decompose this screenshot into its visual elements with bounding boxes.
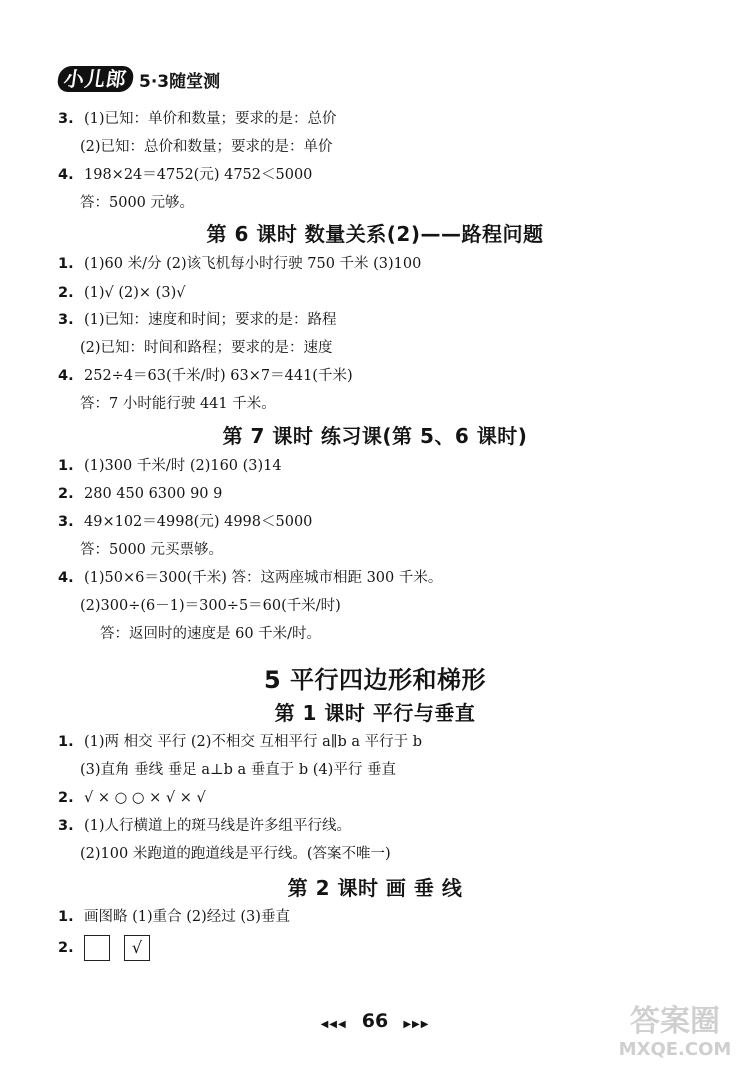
answer-line: (2)已知：总价和数量；要求的是：单价 bbox=[80, 139, 333, 155]
answer-line: (2)100 米跑道的跑道线是平行线。(答案不唯一) bbox=[80, 846, 391, 862]
page-number: 66 bbox=[361, 1010, 389, 1032]
answer-line bbox=[58, 564, 442, 592]
answer-line bbox=[58, 161, 312, 189]
answer-line bbox=[58, 105, 337, 133]
answer-box-checked: √ bbox=[124, 935, 150, 961]
question-number: 4. bbox=[58, 570, 74, 586]
question-number: 1. bbox=[58, 734, 74, 750]
answer-line bbox=[58, 306, 337, 334]
left-arrows-icon: ◀◀◀ bbox=[320, 1019, 347, 1030]
answer-line bbox=[58, 934, 164, 962]
question-number: 1. bbox=[58, 909, 74, 925]
watermark-title: 答案圈 bbox=[630, 1004, 720, 1039]
answer-text: (1)已知：单价和数量；要求的是：总价 bbox=[84, 111, 337, 127]
question-number: 3. bbox=[58, 111, 74, 127]
answer-text: 280 450 6300 90 9 bbox=[84, 486, 223, 502]
lesson-heading: 第 2 课时 画 垂 线 bbox=[287, 876, 463, 900]
answer-line bbox=[58, 250, 421, 278]
answer-text: (1)50×6＝300(千米) 答：这两座城市相距 300 千米。 bbox=[84, 570, 443, 586]
answer-line: (3)直角 垂线 垂足 a⊥b a 垂直于 b (4)平行 垂直 bbox=[80, 762, 396, 778]
watermark bbox=[610, 1004, 740, 1060]
answer-line: 答：5000 元买票够。 bbox=[80, 542, 224, 558]
answer-box-empty bbox=[84, 935, 110, 961]
answer-text: (1)人行横道上的斑马线是许多组平行线。 bbox=[84, 818, 352, 834]
answer-line bbox=[58, 784, 206, 812]
lesson-heading: 第 7 课时 练习课(第 5、6 课时) bbox=[222, 424, 528, 448]
question-number: 4. bbox=[58, 368, 74, 384]
answer-line bbox=[58, 812, 351, 840]
question-number: 4. bbox=[58, 167, 74, 183]
lesson-heading: 第 6 课时 数量关系(2)——路程问题 bbox=[206, 222, 544, 246]
question-number: 2. bbox=[58, 940, 74, 956]
answer-text: (1)已知：速度和时间；要求的是：路程 bbox=[84, 312, 337, 328]
answer-text: (1)300 千米/时 (2)160 (3)14 bbox=[84, 458, 282, 474]
answer-line bbox=[58, 362, 353, 390]
answer-text: (1)√ (2)× (3)√ bbox=[84, 285, 186, 301]
question-number: 2. bbox=[58, 790, 74, 806]
answer-line bbox=[58, 508, 312, 536]
unit-heading: 5 平行四边形和梯形 bbox=[263, 666, 487, 694]
answer-line bbox=[58, 452, 282, 480]
series-title: 5·3随堂测 bbox=[139, 71, 221, 92]
answer-text: 49×102＝4998(元) 4998＜5000 bbox=[84, 514, 313, 530]
header bbox=[58, 64, 220, 94]
answer-line: (2)300÷(6－1)＝300÷5＝60(千米/时) bbox=[80, 598, 341, 614]
answer-line bbox=[58, 903, 290, 931]
question-number: 3. bbox=[58, 514, 74, 530]
question-number: 1. bbox=[58, 256, 74, 272]
answer-line: 答：7 小时能行驶 441 千米。 bbox=[80, 396, 276, 412]
answer-text: (1)两 相交 平行 (2)不相交 互相平行 a∥b a 平行于 b bbox=[84, 734, 423, 750]
answer-line: 答：5000 元够。 bbox=[80, 195, 195, 211]
question-number: 2. bbox=[58, 285, 74, 301]
answer-line bbox=[58, 480, 222, 508]
answer-line bbox=[58, 728, 422, 756]
answer-text: 252÷4＝63(千米/时) 63×7＝441(千米) bbox=[84, 368, 353, 384]
answer-text: 画图略 (1)重合 (2)经过 (3)垂直 bbox=[84, 909, 290, 925]
right-arrows-icon: ▶▶▶ bbox=[403, 1019, 430, 1030]
question-number: 3. bbox=[58, 818, 74, 834]
answer-line bbox=[58, 279, 185, 307]
answer-line: 答：返回时的速度是 60 千米/时。 bbox=[100, 626, 322, 642]
brand-logo: 小儿郎 bbox=[56, 66, 135, 92]
lesson-heading: 第 1 课时 平行与垂直 bbox=[274, 701, 476, 725]
answer-line: (2)已知：时间和路程；要求的是：速度 bbox=[80, 340, 333, 356]
watermark-url: MXQE.COM bbox=[618, 1039, 732, 1060]
answer-text: √ × ○ ○ × √ × √ bbox=[84, 790, 206, 806]
question-number: 1. bbox=[58, 458, 74, 474]
answer-text: (1)60 米/分 (2)该飞机每小时行驶 750 千米 (3)100 bbox=[84, 256, 422, 272]
answer-text: 198×24＝4752(元) 4752＜5000 bbox=[84, 167, 313, 183]
question-number: 3. bbox=[58, 312, 74, 328]
question-number: 2. bbox=[58, 486, 74, 502]
